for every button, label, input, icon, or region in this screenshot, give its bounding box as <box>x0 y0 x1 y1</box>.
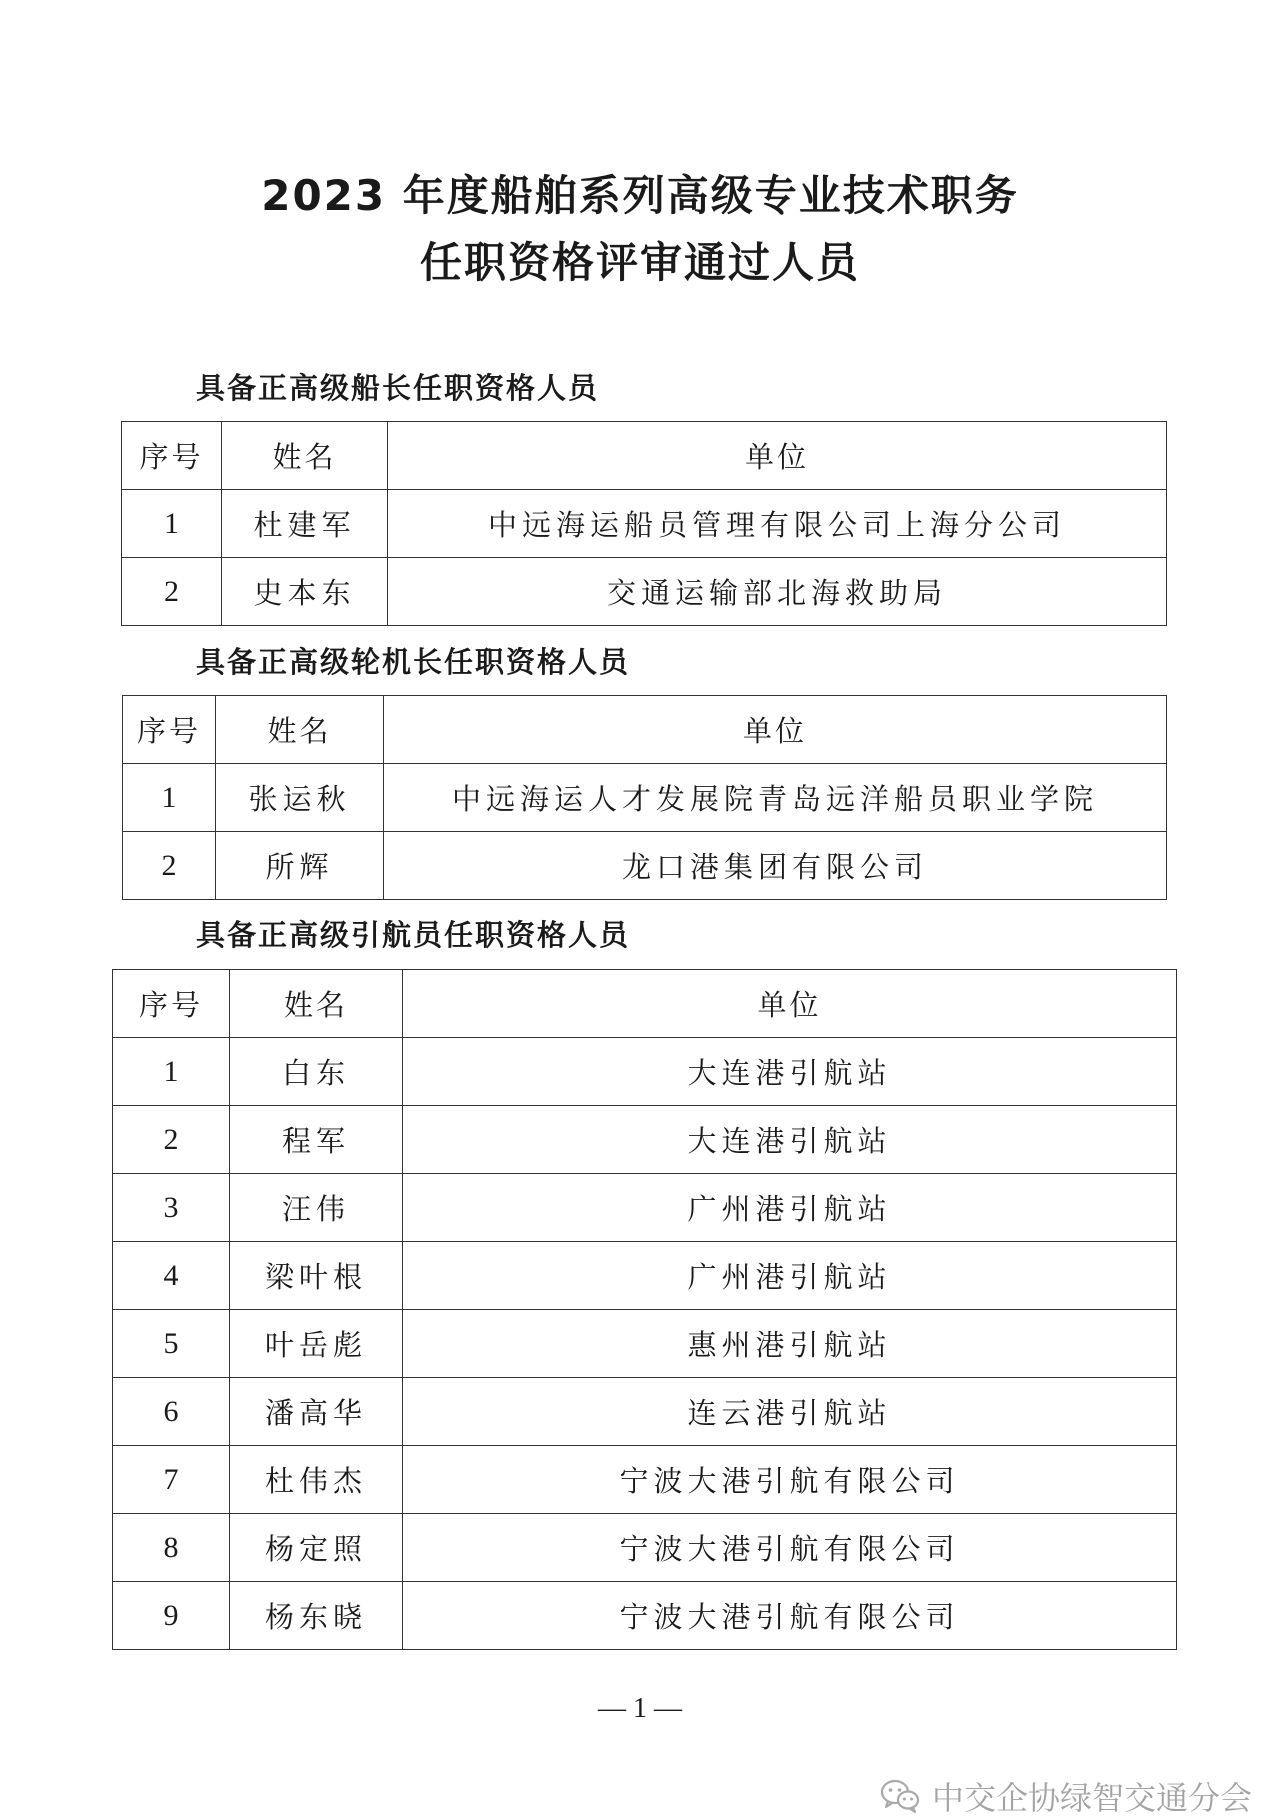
row-index: 2 <box>113 1106 230 1174</box>
row-unit: 宁波大港引航有限公司 <box>403 1514 1177 1582</box>
wechat-icon <box>880 1778 920 1814</box>
row-unit: 宁波大港引航有限公司 <box>403 1582 1177 1650</box>
row-unit: 广州港引航站 <box>403 1174 1177 1242</box>
table-header-row <box>123 696 1167 764</box>
row-index: 8 <box>113 1514 230 1582</box>
document-title-line-2: 任职资格评审通过人员 <box>419 238 860 287</box>
row-name: 杨定照 <box>230 1514 403 1582</box>
document-title-line-1: 2023 年度船舶系列高级专业技术职务 <box>261 171 1019 220</box>
section-heading-captain: 具备正高级船长任职资格人员 <box>196 371 600 405</box>
row-unit: 惠州港引航站 <box>403 1310 1177 1378</box>
header-index: 序号 <box>122 422 222 490</box>
row-index: 3 <box>113 1174 230 1242</box>
header-unit: 单位 <box>388 422 1167 490</box>
row-name: 杜伟杰 <box>230 1446 403 1514</box>
row-unit: 大连港引航站 <box>403 1038 1177 1106</box>
row-unit: 龙口港集团有限公司 <box>384 832 1167 900</box>
row-index: 7 <box>113 1446 230 1514</box>
header-index: 序号 <box>113 970 230 1038</box>
row-name: 所辉 <box>216 832 384 900</box>
captain-table <box>121 421 1167 626</box>
row-unit: 中远海运船员管理有限公司上海分公司 <box>388 490 1167 558</box>
row-index: 1 <box>113 1038 230 1106</box>
section-heading-chief-engineer: 具备正高级轮机长任职资格人员 <box>196 645 631 679</box>
row-index: 1 <box>122 490 222 558</box>
row-unit: 广州港引航站 <box>403 1242 1177 1310</box>
row-name: 潘高华 <box>230 1378 403 1446</box>
row-index: 2 <box>123 832 216 900</box>
row-unit: 中远海运人才发展院青岛远洋船员职业学院 <box>384 764 1167 832</box>
row-name: 杜建军 <box>222 490 388 558</box>
table-header-row <box>113 970 1177 1038</box>
header-name: 姓名 <box>230 970 403 1038</box>
table-row <box>122 558 1167 626</box>
page-number: — 1 — <box>598 1693 682 1724</box>
table-header-row <box>122 422 1167 490</box>
table-row <box>113 1310 1177 1378</box>
table-row <box>113 1106 1177 1174</box>
row-index: 9 <box>113 1582 230 1650</box>
row-name: 张运秋 <box>216 764 384 832</box>
pilot-table <box>112 969 1177 1650</box>
table-row <box>113 1582 1177 1650</box>
table-row <box>122 490 1167 558</box>
header-name: 姓名 <box>222 422 388 490</box>
header-unit: 单位 <box>403 970 1177 1038</box>
row-index: 5 <box>113 1310 230 1378</box>
chief-engineer-table <box>122 695 1167 900</box>
row-unit: 连云港引航站 <box>403 1378 1177 1446</box>
table-row <box>113 1242 1177 1310</box>
row-unit: 宁波大港引航有限公司 <box>403 1446 1177 1514</box>
row-name: 程军 <box>230 1106 403 1174</box>
table-row <box>113 1174 1177 1242</box>
table-row <box>113 1446 1177 1514</box>
row-unit: 大连港引航站 <box>403 1106 1177 1174</box>
section-heading-pilot: 具备正高级引航员任职资格人员 <box>196 918 631 952</box>
row-index: 6 <box>113 1378 230 1446</box>
row-name: 梁叶根 <box>230 1242 403 1310</box>
table-row <box>113 1038 1177 1106</box>
row-index: 4 <box>113 1242 230 1310</box>
watermark-text: 中交企协绿智交通分会 <box>932 1779 1253 1817</box>
row-name: 史本东 <box>222 558 388 626</box>
row-index: 2 <box>122 558 222 626</box>
header-name: 姓名 <box>216 696 384 764</box>
row-name: 杨东晓 <box>230 1582 403 1650</box>
header-index: 序号 <box>123 696 216 764</box>
row-name: 汪伟 <box>230 1174 403 1242</box>
row-unit: 交通运输部北海救助局 <box>388 558 1167 626</box>
table-row <box>113 1514 1177 1582</box>
table-row <box>113 1378 1177 1446</box>
row-index: 1 <box>123 764 216 832</box>
table-row <box>123 764 1167 832</box>
row-name: 叶岳彪 <box>230 1310 403 1378</box>
row-name: 白东 <box>230 1038 403 1106</box>
table-row <box>123 832 1167 900</box>
watermark <box>880 1773 1252 1819</box>
header-unit: 单位 <box>384 696 1167 764</box>
